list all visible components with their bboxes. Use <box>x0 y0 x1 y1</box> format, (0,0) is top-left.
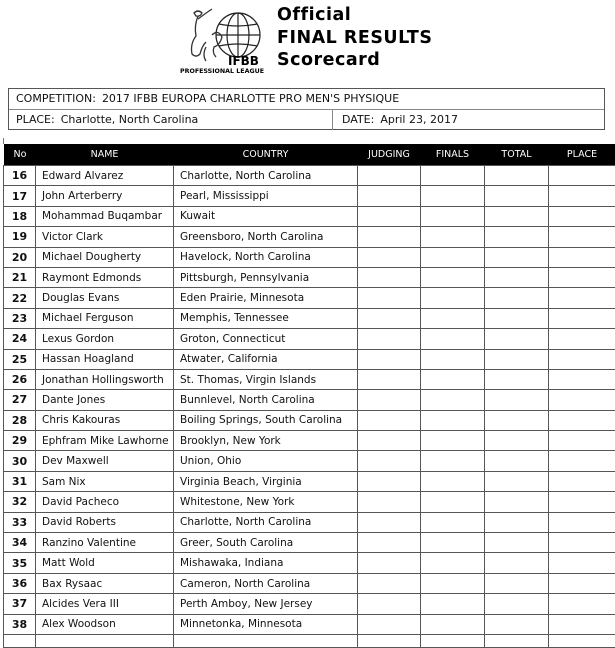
judging-score-cell <box>358 492 421 512</box>
total-score-cell <box>485 573 549 593</box>
competitor-number: 38 <box>4 614 36 634</box>
place-cell <box>549 594 615 614</box>
competitor-number: 34 <box>4 533 36 553</box>
title-line-final-results: FINAL RESULTS <box>277 27 432 50</box>
empty-cell <box>485 634 549 647</box>
judging-score-cell <box>358 533 421 553</box>
competitor-number: 33 <box>4 512 36 532</box>
competitor-number: 29 <box>4 431 36 451</box>
table-header-row <box>4 144 615 166</box>
total-score-cell <box>485 186 549 206</box>
results-table <box>3 144 615 648</box>
place-cell <box>549 247 615 267</box>
competitor-country: Union, Ohio <box>174 451 358 471</box>
total-score-cell <box>485 349 549 369</box>
competitor-name: Chris Kakouras <box>36 410 174 430</box>
total-score-cell <box>485 390 549 410</box>
ifbb-logo-icon <box>176 5 276 75</box>
competitor-name: Victor Clark <box>36 227 174 247</box>
table-row <box>4 329 615 349</box>
finals-score-cell <box>421 553 485 573</box>
place-cell <box>549 410 615 430</box>
header-country: COUNTRY <box>174 144 358 166</box>
competitor-country: Charlotte, North Carolina <box>174 166 358 186</box>
finals-score-cell <box>421 288 485 308</box>
judging-score-cell <box>358 390 421 410</box>
table-row <box>4 553 615 573</box>
finals-score-cell <box>421 410 485 430</box>
competitor-name: Mohammad Buqambar <box>36 206 174 226</box>
table-row <box>4 410 615 430</box>
table-row <box>4 247 615 267</box>
competitor-number: 35 <box>4 553 36 573</box>
judging-score-cell <box>358 288 421 308</box>
competitor-number: 24 <box>4 329 36 349</box>
competitor-name: Raymont Edmonds <box>36 267 174 287</box>
header-finals: FINALS <box>421 144 485 166</box>
total-score-cell <box>485 227 549 247</box>
total-score-cell <box>485 308 549 328</box>
table-row <box>4 471 615 491</box>
total-score-cell <box>485 288 549 308</box>
place-cell <box>549 451 615 471</box>
total-score-cell <box>485 553 549 573</box>
table-row <box>4 512 615 532</box>
header-place: PLACE <box>549 144 615 166</box>
competitor-number: 28 <box>4 410 36 430</box>
finals-score-cell <box>421 267 485 287</box>
finals-score-cell <box>421 247 485 267</box>
competitor-number: 17 <box>4 186 36 206</box>
empty-cell <box>4 634 36 647</box>
scorecard-header <box>0 0 615 80</box>
judging-score-cell <box>358 329 421 349</box>
place-cell <box>549 166 615 186</box>
finals-score-cell <box>421 431 485 451</box>
total-score-cell <box>485 471 549 491</box>
competitor-country: Perth Amboy, New Jersey <box>174 594 358 614</box>
table-row <box>4 390 615 410</box>
finals-score-cell <box>421 451 485 471</box>
judging-score-cell <box>358 451 421 471</box>
competitor-country: Cameron, North Carolina <box>174 573 358 593</box>
place-cell <box>549 553 615 573</box>
empty-cell <box>421 634 485 647</box>
competitor-number: 27 <box>4 390 36 410</box>
competition-value: 2017 IFBB EUROPA CHARLOTTE PRO MEN'S PHYSIQUE <box>102 92 399 105</box>
finals-score-cell <box>421 186 485 206</box>
place-cell <box>549 614 615 634</box>
table-row <box>4 451 615 471</box>
competitor-name: Dante Jones <box>36 390 174 410</box>
competition-label: COMPETITION: <box>16 92 96 105</box>
logo-subtext: PROFESSIONAL LEAGUE <box>180 68 264 75</box>
judging-score-cell <box>358 206 421 226</box>
finals-score-cell <box>421 471 485 491</box>
finals-score-cell <box>421 166 485 186</box>
competitor-number: 21 <box>4 267 36 287</box>
competitor-number: 25 <box>4 349 36 369</box>
competitor-name: Michael Ferguson <box>36 308 174 328</box>
total-score-cell <box>485 614 549 634</box>
competitor-country: Bunnlevel, North Carolina <box>174 390 358 410</box>
competition-info-box <box>8 88 605 130</box>
empty-cell <box>36 634 174 647</box>
competitor-country: Memphis, Tennessee <box>174 308 358 328</box>
competitor-number: 32 <box>4 492 36 512</box>
results-body <box>4 166 615 648</box>
competitor-number: 16 <box>4 166 36 186</box>
judging-score-cell <box>358 247 421 267</box>
place-cell <box>549 390 615 410</box>
competitor-country: Brooklyn, New York <box>174 431 358 451</box>
total-score-cell <box>485 533 549 553</box>
competitor-name: John Arterberry <box>36 186 174 206</box>
finals-score-cell <box>421 390 485 410</box>
judging-score-cell <box>358 512 421 532</box>
competitor-country: Havelock, North Carolina <box>174 247 358 267</box>
finals-score-cell <box>421 594 485 614</box>
table-row <box>4 206 615 226</box>
competitor-number: 22 <box>4 288 36 308</box>
competitor-country: Eden Prairie, Minnesota <box>174 288 358 308</box>
competitor-name: Edward Alvarez <box>36 166 174 186</box>
competitor-country: Whitestone, New York <box>174 492 358 512</box>
competitor-country: Charlotte, North Carolina <box>174 512 358 532</box>
total-score-cell <box>485 512 549 532</box>
table-row <box>4 349 615 369</box>
competitor-name: Jonathan Hollingsworth <box>36 369 174 389</box>
competitor-name: Dev Maxwell <box>36 451 174 471</box>
total-score-cell <box>485 329 549 349</box>
competitor-name: Sam Nix <box>36 471 174 491</box>
place-cell <box>549 573 615 593</box>
competitor-country: Virginia Beach, Virginia <box>174 471 358 491</box>
table-row <box>4 431 615 451</box>
competitor-number: 20 <box>4 247 36 267</box>
competitor-name: Michael Dougherty <box>36 247 174 267</box>
competitor-number: 18 <box>4 206 36 226</box>
finals-score-cell <box>421 573 485 593</box>
competitor-number: 23 <box>4 308 36 328</box>
total-score-cell <box>485 267 549 287</box>
finals-score-cell <box>421 206 485 226</box>
competitor-name: David Pacheco <box>36 492 174 512</box>
table-row <box>4 614 615 634</box>
place-cell <box>549 186 615 206</box>
judging-score-cell <box>358 267 421 287</box>
table-row <box>4 492 615 512</box>
empty-cell <box>358 634 421 647</box>
info-divider <box>332 110 333 130</box>
judging-score-cell <box>358 227 421 247</box>
place-label: PLACE: <box>16 113 55 126</box>
title-line-official: Official <box>277 4 432 27</box>
competitor-name: Douglas Evans <box>36 288 174 308</box>
total-score-cell <box>485 369 549 389</box>
finals-score-cell <box>421 349 485 369</box>
header-total: TOTAL <box>485 144 549 166</box>
competitor-country: Atwater, California <box>174 349 358 369</box>
finals-score-cell <box>421 533 485 553</box>
place-cell <box>549 369 615 389</box>
empty-cell <box>174 634 358 647</box>
finals-score-cell <box>421 512 485 532</box>
competitor-name: Ranzino Valentine <box>36 533 174 553</box>
table-row-empty <box>4 634 615 647</box>
total-score-cell <box>485 166 549 186</box>
judging-score-cell <box>358 431 421 451</box>
competitor-country: Groton, Connecticut <box>174 329 358 349</box>
table-row <box>4 267 615 287</box>
competitor-number: 26 <box>4 369 36 389</box>
judging-score-cell <box>358 308 421 328</box>
table-row <box>4 533 615 553</box>
total-score-cell <box>485 492 549 512</box>
finals-score-cell <box>421 492 485 512</box>
competitor-country: Minnetonka, Minnesota <box>174 614 358 634</box>
competitor-country: Greer, South Carolina <box>174 533 358 553</box>
place-cell <box>549 206 615 226</box>
judging-score-cell <box>358 614 421 634</box>
total-score-cell <box>485 410 549 430</box>
total-score-cell <box>485 594 549 614</box>
date-cell <box>342 110 458 130</box>
place-cell <box>549 492 615 512</box>
judging-score-cell <box>358 166 421 186</box>
competition-row <box>9 89 604 110</box>
competitor-country: Mishawaka, Indiana <box>174 553 358 573</box>
judging-score-cell <box>358 553 421 573</box>
competitor-name: Alcides Vera III <box>36 594 174 614</box>
competitor-name: Hassan Hoagland <box>36 349 174 369</box>
place-cell <box>549 471 615 491</box>
table-row <box>4 186 615 206</box>
judging-score-cell <box>358 573 421 593</box>
document-title <box>277 4 432 72</box>
finals-score-cell <box>421 614 485 634</box>
competitor-country: Greensboro, North Carolina <box>174 227 358 247</box>
table-row <box>4 227 615 247</box>
competitor-country: Pearl, Mississippi <box>174 186 358 206</box>
competitor-country: Boiling Springs, South Carolina <box>174 410 358 430</box>
competitor-name: Alex Woodson <box>36 614 174 634</box>
competitor-number: 19 <box>4 227 36 247</box>
place-cell <box>549 512 615 532</box>
table-row <box>4 594 615 614</box>
header-no: No <box>4 144 36 166</box>
place-cell <box>549 288 615 308</box>
place-cell <box>549 308 615 328</box>
header-name: NAME <box>36 144 174 166</box>
judging-score-cell <box>358 349 421 369</box>
judging-score-cell <box>358 594 421 614</box>
table-row <box>4 573 615 593</box>
total-score-cell <box>485 451 549 471</box>
competitor-name: David Roberts <box>36 512 174 532</box>
header-judging: JUDGING <box>358 144 421 166</box>
place-cell <box>549 349 615 369</box>
date-label: DATE: <box>342 113 374 126</box>
competitor-country: St. Thomas, Virgin Islands <box>174 369 358 389</box>
empty-cell <box>549 634 615 647</box>
place-cell <box>549 227 615 247</box>
table-row <box>4 166 615 186</box>
finals-score-cell <box>421 308 485 328</box>
competitor-number: 37 <box>4 594 36 614</box>
logo-text: IFBB <box>228 54 259 68</box>
table-row <box>4 369 615 389</box>
finals-score-cell <box>421 369 485 389</box>
judging-score-cell <box>358 471 421 491</box>
competitor-country: Kuwait <box>174 206 358 226</box>
finals-score-cell <box>421 227 485 247</box>
date-value: April 23, 2017 <box>380 113 458 126</box>
competitor-number: 36 <box>4 573 36 593</box>
table-row <box>4 308 615 328</box>
place-value: Charlotte, North Carolina <box>61 113 199 126</box>
competitor-name: Ephfram Mike Lawhorne <box>36 431 174 451</box>
competitor-number: 31 <box>4 471 36 491</box>
title-line-scorecard: Scorecard <box>277 49 432 72</box>
table-row <box>4 288 615 308</box>
place-cell <box>549 533 615 553</box>
judging-score-cell <box>358 410 421 430</box>
finals-score-cell <box>421 329 485 349</box>
competitor-name: Matt Wold <box>36 553 174 573</box>
place-cell <box>16 110 198 130</box>
competitor-name: Lexus Gordon <box>36 329 174 349</box>
total-score-cell <box>485 431 549 451</box>
judging-score-cell <box>358 369 421 389</box>
place-cell <box>549 329 615 349</box>
place-cell <box>549 267 615 287</box>
place-date-row <box>9 110 604 130</box>
judging-score-cell <box>358 186 421 206</box>
place-cell <box>549 431 615 451</box>
competitor-name: Bax Rysaac <box>36 573 174 593</box>
total-score-cell <box>485 247 549 267</box>
total-score-cell <box>485 206 549 226</box>
competitor-country: Pittsburgh, Pennsylvania <box>174 267 358 287</box>
competitor-number: 30 <box>4 451 36 471</box>
